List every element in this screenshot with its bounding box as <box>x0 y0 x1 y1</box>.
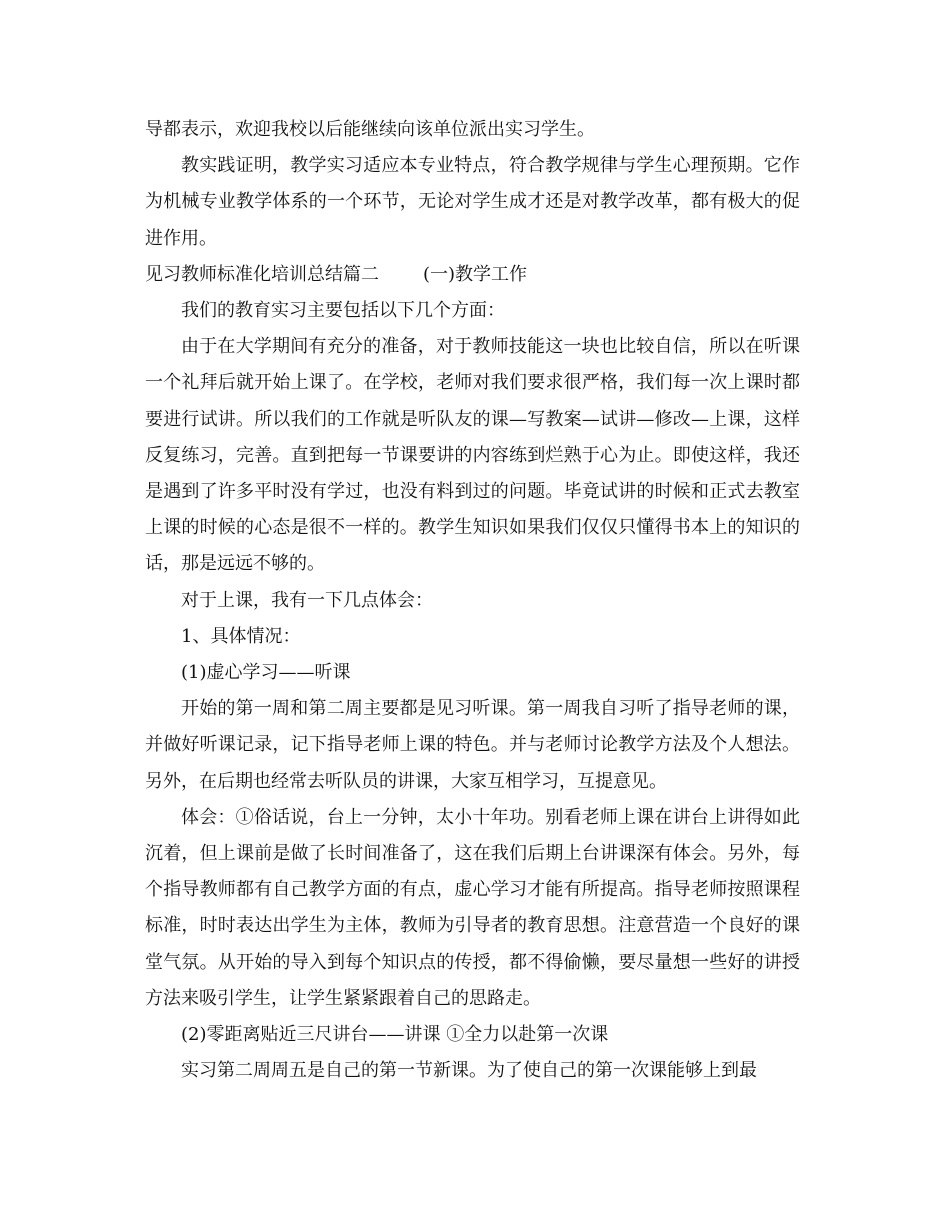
paragraph: 教实践证明，教学实习适应本专业特点，符合教学规律与学生心理预期。它作为机械专业教学体系的一个环节，无论对学生成才还是对教学改革，都有极大的促进作用。 <box>145 155 800 249</box>
paragraph: 我们的教育实习主要包括以下几个方面： <box>181 300 505 322</box>
paragraph: 导都表示，欢迎我校以后能继续向该单位派出实习学生。 <box>145 119 595 140</box>
paragraph: 对于上课，我有一下几点体会： <box>181 589 433 611</box>
section-heading-title: 见习教师标准化培训总结篇二 <box>145 263 379 285</box>
section-heading <box>145 257 800 293</box>
document-body <box>145 112 800 1089</box>
section-heading-subtitle: (一)教学工作 <box>423 263 528 285</box>
paragraph: 由于在大学期间有充分的准备，对于教师技能这一块也比较自信，所以在听课一个礼拜后就开始上课了。在学校，老师对我们要求很严格，我们每一次上课时都要进行试讲。所以我们的工作就是听队友的课—写教案—试讲—修改—上课，这样反复练习，完善。直到把每一节课要讲的内容练到烂熟于心为止。即使这样，我还是遇到了许多平时没有学过，也没有料到过的问题。毕竟试讲的时候和正式去教室上课的时候的心态是很不一样的。教学生知识如果我们仅仅只懂得书本上的知识的话，那是远远不够的。 <box>145 336 800 575</box>
paragraph: 开始的第一周和第二周主要都是见习听课。第一周我自习听了指导老师的课，并做好听课记录，记下指导老师上课的特色。并与老师讨论教学方法及个人想法。另外，在后期也经常去听队员的讲课，大家互相学习，互提意见。 <box>145 698 800 792</box>
sub-heading: (2)零距离贴近三尺讲台——讲课 ①全力以赴第一次课 <box>181 1024 609 1046</box>
paragraph: 体会：①俗话说，台上一分钟，太小十年功。别看老师上课在讲台上讲得如此沉着，但上课前是做了长时间准备了，这在我们后期上台讲课深有体会。另外，每个指导教师都有自己教学方面的有点，虚心学习才能有所提高。指导老师按照课程标准，时时表达出学生为主体，教师为引导者的教育思想。注意营造一个良好的课堂气氛。从开始的导入到每个知识点的传授，都不得偷懒，要尽量想一些好的讲授方法来吸引学生，让学生紧紧跟着自己的思路走。 <box>145 806 800 1009</box>
list-heading: 1、具体情况： <box>181 625 301 647</box>
sub-heading: (1)虚心学习——听课 <box>181 662 351 684</box>
paragraph: 实习第二周周五是自己的第一节新课。为了使自己的第一次课能够上到最 <box>181 1060 757 1082</box>
